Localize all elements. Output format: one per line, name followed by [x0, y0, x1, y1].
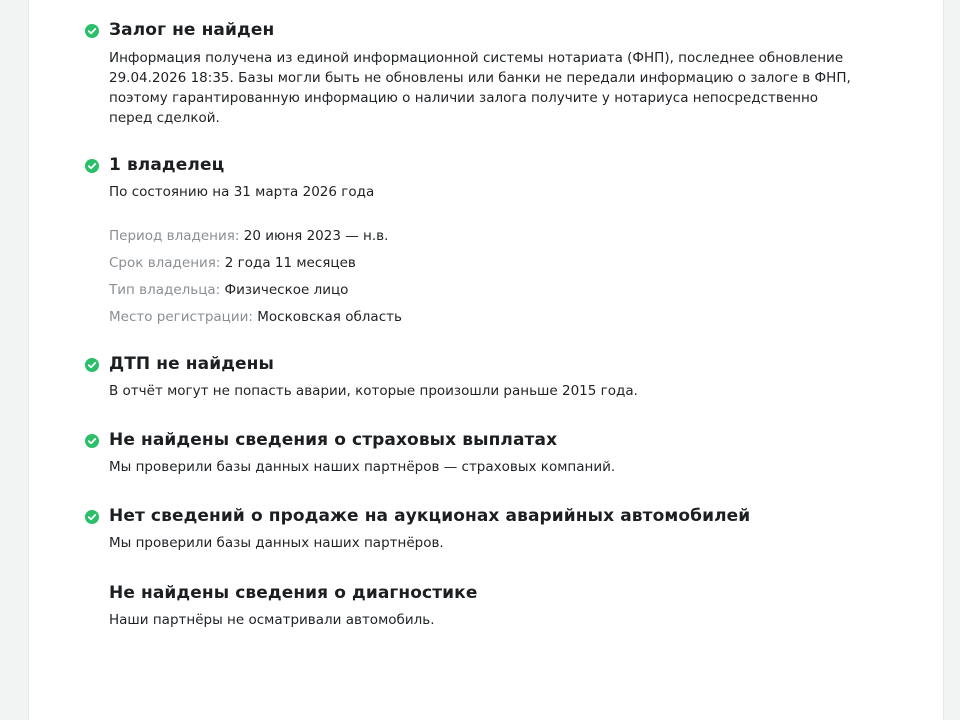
section-title: 1 владелец [109, 155, 225, 175]
section-description: Мы проверили базы данных наших партнёров. [109, 535, 444, 551]
detail-label: Тип владельца: [109, 282, 221, 298]
section-description: Наши партнёры не осматривали автомобиль. [109, 612, 435, 628]
section-title: Нет сведений о продаже на аукционах аварийных автомобилей [109, 506, 751, 526]
report-card [28, 0, 944, 720]
section-description: Мы проверили базы данных наших партнёров — страховых компаний. [109, 459, 616, 475]
check-circle-icon [85, 159, 99, 173]
section-title: Не найдены сведения о страховых выплатах [109, 430, 558, 450]
section-title: Залог не найден [109, 20, 275, 40]
section-description: Информация получена из единой информационной системы нотариата (ФНП), последнее обновление 29.04.2026 18:35. Базы могли быть не обновлены или банки не передали информацию о залоге в ФНП, поэтому гарантированную информацию о наличии залога получите у нотариуса непосредственно перед сделкой. [109, 50, 851, 126]
detail-owner-type [109, 280, 348, 300]
detail-label: Срок владения: [109, 255, 221, 271]
section-description: В отчёт могут не попасть аварии, которые произошли раньше 2015 года. [109, 383, 638, 399]
check-circle-icon [85, 434, 99, 448]
section-title: ДТП не найдены [109, 354, 274, 374]
detail-value: Физическое лицо [224, 282, 349, 298]
check-circle-icon [85, 24, 99, 38]
section-description: По состоянию на 31 марта 2026 года [109, 184, 375, 200]
detail-value: 2 года 11 месяцев [224, 255, 356, 271]
check-circle-icon [85, 510, 99, 524]
detail-value: 20 июня 2023 — н.в. [243, 228, 389, 244]
detail-registration-place [109, 307, 402, 327]
section-title: Не найдены сведения о диагностике [109, 583, 478, 603]
detail-label: Период владения: [109, 228, 240, 244]
check-circle-icon [85, 358, 99, 372]
detail-ownership-duration [109, 253, 356, 273]
detail-value: Московская область [257, 309, 402, 325]
detail-label: Место регистрации: [109, 309, 253, 325]
detail-ownership-period [109, 226, 388, 246]
